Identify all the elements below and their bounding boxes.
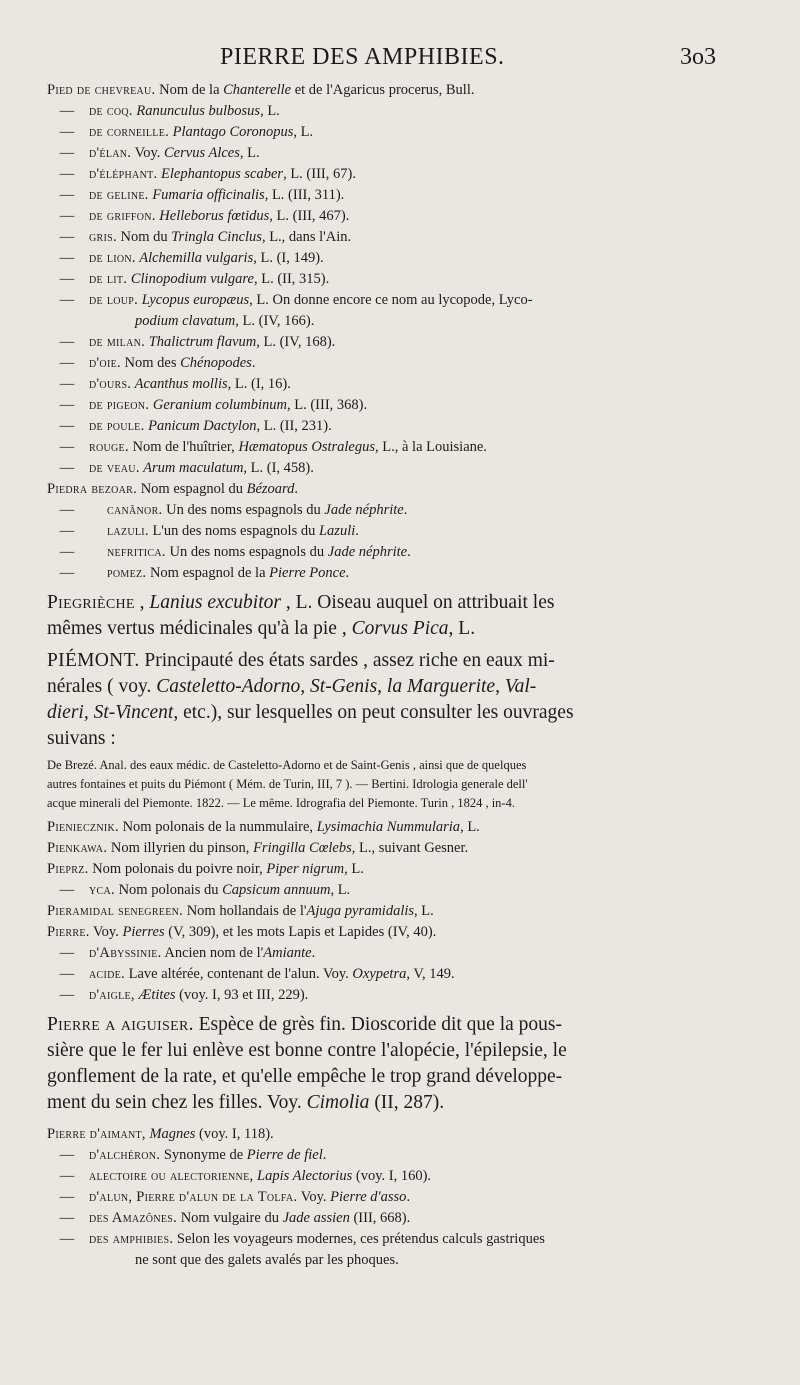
entry-italic: Ætites — [134, 987, 176, 1003]
entry-text: , L. — [460, 819, 480, 835]
spacer — [47, 1116, 727, 1124]
entry-text: , L. (III, 67). — [283, 166, 356, 182]
entry-line — [47, 859, 727, 880]
entry-text: . — [355, 523, 359, 539]
entry-italic: Chanterelle — [223, 82, 292, 98]
citation-line: De Brezé. Anal. des eaux médic. de Casteletto-Adorno et de Saint-Genis , ainsi que de quelques — [47, 758, 527, 772]
entry-text: , L. (II, 315). — [253, 271, 330, 287]
entry-text: Nom illyrien du pinson, — [107, 840, 254, 856]
entry-text: Nom polonais du — [114, 882, 223, 898]
entry-text: , L. (II, 231). — [256, 418, 332, 434]
ditto-dash: — — [59, 376, 75, 392]
entry-text: Voy. — [131, 145, 165, 161]
entry-line — [47, 437, 727, 458]
entry-headword: d'éléphant. — [89, 166, 158, 182]
ditto-dash: — — [59, 229, 75, 245]
entry-italic: Cervus Alces — [164, 145, 240, 161]
entry-line — [47, 332, 727, 353]
entry-line — [47, 1145, 727, 1166]
entry-text: . — [407, 544, 411, 560]
entry-headword: Piedra bezoar. — [47, 481, 138, 497]
entry-headword: yca. — [89, 882, 115, 898]
entry-text: (voy. I, 93 et III, 229). — [175, 987, 309, 1003]
entry-headword: PIÉMONT. — [47, 650, 140, 671]
entry-text: , L. — [448, 618, 476, 639]
entry-italic: Jade assien — [282, 1210, 350, 1226]
ditto-dash: — — [59, 439, 75, 455]
entry-text: , L. — [344, 861, 364, 877]
ditto-dash: — — [59, 565, 75, 581]
entry-text: , L. (IV, 166). — [235, 313, 315, 329]
entry-text: Nom polonais du poivre noir, — [88, 861, 267, 877]
dictionary-entries — [47, 80, 727, 1271]
entry-italic: Casteletto-Adorno, St-Genis, la Marguerite, Val- — [156, 676, 537, 697]
entry-text: Espèce de grès fin. Dioscoride dit que la pous- — [193, 1014, 562, 1035]
entry-text: , L. (I, 458). — [243, 460, 314, 476]
entry-text: , L. — [414, 903, 434, 919]
entry-italic: Clinopodium vulgare — [127, 271, 254, 287]
entry-italic: Amiante — [263, 945, 312, 961]
ditto-dash: — — [59, 124, 75, 140]
entry-line — [47, 1187, 727, 1208]
entry-line — [47, 500, 727, 521]
ditto-dash: — — [59, 966, 75, 982]
entry-text: gonflement de la rate, et qu'elle empêche le trop grand développe- — [47, 1066, 563, 1087]
paragraph-line — [47, 616, 727, 642]
entry-text: ne sont que des galets avalés par les phoques. — [135, 1252, 399, 1268]
entry-text: , L. Oiseau auquel on attribuait les — [280, 592, 555, 613]
entry-text: . — [406, 1189, 411, 1205]
entry-headword: rouge. — [89, 439, 129, 455]
entry-italic: Chénopodes — [180, 355, 252, 371]
entry-text: , L. (IV, 168). — [256, 334, 336, 350]
paragraph-line — [47, 726, 727, 752]
entry-line — [47, 311, 727, 332]
ditto-dash: — — [59, 397, 75, 413]
entry-text: , etc.), sur lesquelles on peut consulter les ouvrages — [173, 702, 574, 723]
entry-headword: de coq. — [89, 103, 133, 119]
ditto-dash: — — [59, 418, 75, 434]
entry-italic: Piper nigrum — [266, 861, 345, 877]
entry-headword: gris. — [89, 229, 117, 245]
entry-text: , L. — [260, 103, 280, 119]
entry-italic: Fringilla Cœlebs — [253, 840, 352, 856]
entry-text: , — [134, 592, 150, 613]
entry-text: Un des noms espagnols du — [162, 502, 325, 518]
ditto-dash: — — [59, 166, 75, 182]
entry-italic: Acanthus mollis — [131, 376, 228, 392]
entry-italic: Helleborus fœtidus — [155, 208, 270, 224]
entry-italic: Thalictrum flavum — [145, 334, 257, 350]
entry-italic: Elephantopus scaber — [157, 166, 284, 182]
entry-headword: canânor. — [107, 502, 163, 518]
entry-line — [47, 542, 727, 563]
entry-headword: d'ours. — [89, 376, 132, 392]
entry-text: , L. (I, 149). — [253, 250, 324, 266]
entry-text: , L. (III, 311). — [264, 187, 345, 203]
entry-headword: des amphibies. — [89, 1231, 174, 1247]
entry-headword: Pieniecznik. — [47, 819, 119, 835]
entry-italic: Corvus Pica — [351, 618, 449, 639]
ditto-dash: — — [59, 1231, 75, 1247]
paragraph-line — [47, 700, 727, 726]
entry-text: Nom des — [120, 355, 181, 371]
entry-line — [47, 185, 727, 206]
entry-line — [47, 458, 727, 479]
ditto-dash: — — [59, 1210, 75, 1226]
entry-italic: Ranunculus bulbosus — [132, 103, 261, 119]
entry-text: Nom hollandais de l' — [183, 903, 307, 919]
entry-headword: de lit. — [89, 271, 128, 287]
entry-italic: Cimolia — [306, 1092, 370, 1113]
entry-text: , L. — [293, 124, 314, 140]
entry-headword: de pigeon. — [89, 397, 150, 413]
ditto-dash: — — [59, 523, 75, 539]
entry-italic: Tringla Cinclus — [171, 229, 262, 245]
entry-text: Lave altérée, contenant de l'alun. Voy. — [124, 966, 353, 982]
entry-text: Nom vulgaire du — [177, 1210, 283, 1226]
entry-text: , L. (III, 467). — [269, 208, 350, 224]
entry-headword: d'Abyssinie. — [89, 945, 162, 961]
entry-line — [47, 943, 727, 964]
entry-text: , L., suivant Gesner. — [351, 840, 469, 856]
entry-line — [47, 964, 727, 985]
ditto-dash: — — [59, 1189, 75, 1205]
entry-italic: Magnes — [145, 1126, 196, 1142]
entry-line — [47, 985, 727, 1006]
entry-text: L'un des noms espagnols du — [148, 523, 319, 539]
entry-text: , L. (I, 16). — [227, 376, 291, 392]
entry-line — [47, 1124, 727, 1145]
entry-line — [47, 80, 727, 101]
entry-text: et de l'Agaricus procerus, Bull. — [291, 82, 475, 98]
entry-line — [47, 248, 727, 269]
entry-line — [47, 374, 727, 395]
entry-text: (voy. I, 118). — [195, 1126, 274, 1142]
entry-line — [47, 1166, 727, 1187]
entry-text: Nom espagnol de la — [146, 565, 270, 581]
ditto-dash: — — [59, 103, 75, 119]
entry-text: . — [294, 481, 299, 497]
ditto-dash: — — [59, 544, 75, 560]
entry-headword: de lion. — [89, 250, 136, 266]
ditto-dash: — — [59, 945, 75, 961]
entry-line — [47, 164, 727, 185]
entry-text: , V, 149. — [406, 966, 455, 982]
entry-text: Nom du — [116, 229, 172, 245]
entry-line — [47, 563, 727, 584]
paragraph-line — [47, 1012, 727, 1038]
entry-headword: Pienkawa. — [47, 840, 108, 856]
entry-line — [47, 901, 727, 922]
entry-italic: Lysimachia Nummularia — [316, 819, 461, 835]
entry-headword: Piegrièche — [47, 592, 135, 613]
entry-text: . — [311, 945, 316, 961]
entry-italic: Pierres — [122, 924, 165, 940]
entry-headword: acide. — [89, 966, 125, 982]
entry-italic: Jade néphrite — [327, 544, 408, 560]
ditto-dash: — — [59, 987, 75, 1003]
entry-headword: Pierre d'aimant, — [47, 1126, 146, 1142]
entry-italic: Lanius excubitor — [149, 592, 281, 613]
ditto-dash: — — [59, 208, 75, 224]
entry-text: Selon les voyageurs modernes, ces prétendus calculs gastriques — [173, 1231, 545, 1247]
paragraph-line — [47, 1038, 727, 1064]
entry-line — [47, 353, 727, 374]
entry-headword: Pierre. — [47, 924, 90, 940]
ditto-dash: — — [59, 355, 75, 371]
entry-headword: de corneille. — [89, 124, 170, 140]
entry-italic: Ajuga pyramidalis — [306, 903, 415, 919]
entry-italic: Lapis Alectorius — [253, 1168, 353, 1184]
entry-headword: lazuli. — [107, 523, 149, 539]
entry-line — [47, 101, 727, 122]
entry-text: . — [403, 502, 408, 518]
entry-italic: Lazuli — [318, 523, 356, 539]
entry-text: , L., dans l'Ain. — [261, 229, 352, 245]
page-header — [0, 44, 800, 84]
ditto-dash: — — [59, 460, 75, 476]
entry-headword: alectoire ou alectorienne, — [89, 1168, 254, 1184]
entry-headword: d'oie. — [89, 355, 121, 371]
entry-text: (III, 668). — [349, 1210, 411, 1226]
ditto-dash: — — [59, 882, 75, 898]
entry-headword: d'alun, Pierre d'alun de la Tolfa. — [89, 1189, 298, 1205]
entry-text: Nom de la — [155, 82, 224, 98]
running-title: PIERRE DES AMPHIBIES. — [220, 44, 505, 70]
entry-italic: Fumaria officinalis — [148, 187, 265, 203]
entry-headword: de milan. — [89, 334, 146, 350]
entry-headword: d'élan. — [89, 145, 132, 161]
entry-italic: Pierre d'asso — [330, 1189, 407, 1205]
entry-text: Voy. — [89, 924, 123, 940]
entry-line — [47, 269, 727, 290]
ditto-dash: — — [59, 187, 75, 203]
paragraph-line — [47, 648, 727, 674]
entry-italic: Arum maculatum — [139, 460, 244, 476]
citation-line: autres fontaines et puits du Piémont ( Mém. de Turin, III, 7 ). — Bertini. Idrologia generale dell' — [47, 777, 528, 791]
ditto-dash: — — [59, 271, 75, 287]
page-number: 3o3 — [680, 44, 716, 70]
entry-headword: de geline. — [89, 187, 149, 203]
entry-text: Nom polonais de la nummulaire, — [118, 819, 317, 835]
entry-italic: podium clavatum — [135, 313, 236, 329]
entry-text: , L. On donne encore ce nom au lycopode, Lyco- — [249, 292, 533, 308]
entry-headword: nefritica. — [107, 544, 166, 560]
entry-line — [47, 479, 727, 500]
ditto-dash: — — [59, 334, 75, 350]
entry-italic: Lycopus europæus — [138, 292, 250, 308]
entry-headword: des Amazônes. — [89, 1210, 178, 1226]
entry-text: nérales ( voy. — [47, 676, 157, 697]
entry-text: , L. — [239, 145, 260, 161]
entry-headword: Pied de chevreau. — [47, 82, 156, 98]
ditto-dash: — — [59, 250, 75, 266]
entry-line — [47, 838, 727, 859]
paragraph-line — [47, 674, 727, 700]
entry-line — [47, 521, 727, 542]
entry-italic: Bézoard — [246, 481, 295, 497]
paragraph-line — [47, 1090, 727, 1116]
entry-line — [47, 880, 727, 901]
entry-text: Ancien nom de l' — [161, 945, 264, 961]
entry-italic: Panicum Dactylon — [144, 418, 257, 434]
entry-text: Principauté des états sardes , assez riche en eaux mi- — [139, 650, 555, 671]
entry-italic: Jade néphrite — [324, 502, 404, 518]
entry-italic: Alchemilla vulgaris — [135, 250, 254, 266]
entry-text: mêmes vertus médicinales qu'à la pie , — [47, 618, 352, 639]
entry-line — [47, 227, 727, 248]
entry-text: . — [251, 355, 256, 371]
entry-line — [47, 1229, 727, 1250]
ditto-dash: — — [59, 1147, 75, 1163]
entry-headword: de poule. — [89, 418, 145, 434]
entry-text: sière que le fer lui enlève est bonne contre l'alopécie, l'épilepsie, le — [47, 1040, 567, 1061]
ditto-dash: — — [59, 502, 75, 518]
paragraph-line — [47, 1064, 727, 1090]
entry-text: . — [322, 1147, 327, 1163]
entry-italic: dieri, St-Vincent — [47, 702, 174, 723]
entry-line — [47, 1250, 727, 1271]
entry-line — [47, 1208, 727, 1229]
entry-text: Un des noms espagnols du — [165, 544, 328, 560]
ditto-dash: — — [59, 145, 75, 161]
entry-italic: Hæmatopus Ostralegus — [238, 439, 375, 455]
entry-headword: Pieprz. — [47, 861, 89, 877]
citation-line: acque minerali del Piemonte. 1822. — Le même. Idrografia del Piemonte. Turin , 1824 , in-4. — [47, 796, 515, 810]
entry-text: Nom espagnol du — [137, 481, 247, 497]
entry-line — [47, 817, 727, 838]
ditto-dash: — — [59, 1168, 75, 1184]
paragraph-line — [47, 590, 727, 616]
entry-text: ment du sein chez les filles. Voy. — [47, 1092, 307, 1113]
entry-headword: de veau. — [89, 460, 140, 476]
entry-italic: Plantago Coronopus — [169, 124, 294, 140]
entry-text: Synonyme de — [160, 1147, 247, 1163]
entry-headword: d'aigle, — [89, 987, 135, 1003]
entry-text: Voy. — [297, 1189, 331, 1205]
entry-line — [47, 290, 727, 311]
entry-text: (V, 309), et les mots Lapis et Lapides (IV, 40). — [164, 924, 437, 940]
entry-text: , L. — [330, 882, 351, 898]
entry-italic: Pierre de fiel — [246, 1147, 323, 1163]
entry-text: (II, 287). — [369, 1092, 445, 1113]
entry-text: suivans : — [47, 728, 116, 749]
entry-text: . — [345, 565, 350, 581]
entry-italic: Pierre Ponce — [269, 565, 346, 581]
entry-headword: Pierre a aiguiser. — [47, 1014, 194, 1035]
entry-italic: Geranium columbinum — [149, 397, 287, 413]
entry-line — [47, 395, 727, 416]
entry-line — [47, 143, 727, 164]
ditto-dash: — — [59, 292, 75, 308]
entry-text: (voy. I, 160). — [352, 1168, 432, 1184]
entry-headword: de griffon. — [89, 208, 156, 224]
entry-line — [47, 206, 727, 227]
entry-headword: d'alchéron. — [89, 1147, 161, 1163]
entry-italic: Capsicum annuum — [222, 882, 331, 898]
entry-headword: pomez. — [107, 565, 147, 581]
entry-line — [47, 416, 727, 437]
entry-line — [47, 122, 727, 143]
entry-italic: Oxypetra — [352, 966, 407, 982]
entry-line — [47, 922, 727, 943]
entry-headword: Pieramidal senegreen. — [47, 903, 184, 919]
entry-text: , L., à la Louisiane. — [375, 439, 487, 455]
entry-headword: de loup. — [89, 292, 139, 308]
entry-text: Nom de l'huîtrier, — [128, 439, 239, 455]
entry-text: , L. (III, 368). — [287, 397, 368, 413]
